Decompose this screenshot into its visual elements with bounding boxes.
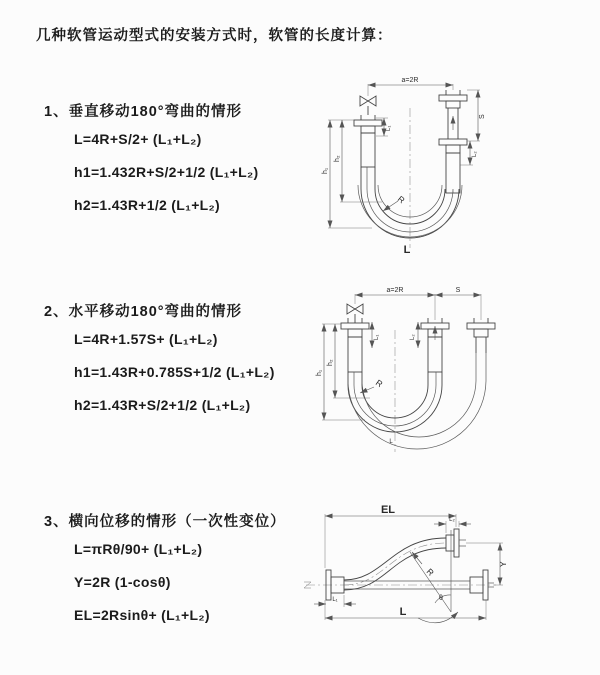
section-1-heading: 1、垂直移动180°弯曲的情形 [44,104,243,120]
left-connector [354,96,382,167]
section-2 [44,303,275,414]
flange [439,139,467,145]
middle-connector [421,318,449,372]
dim-label-l2: L₂ [410,334,416,340]
dim-label-l1: L₁ [386,125,392,131]
formula-line: L=4R+1.57S+ (L₁+L₂) [74,331,218,347]
dim-end-connector [434,517,471,533]
flange [467,323,495,329]
formula-line: L=4R+S/2+ (L₁+L₂) [74,131,202,147]
dim-label-length: L [399,606,407,618]
dim-label-radius: R [395,193,407,206]
left-connector [341,304,369,372]
dim-width-top [368,77,453,96]
flange [454,529,459,557]
section-1-formulas [44,130,259,214]
dim-label-y: Y [498,561,508,567]
dim-label-a2r: a=2R [386,287,404,294]
braided-hose-end [348,337,362,372]
dim-label-h2: h₂ [334,155,341,162]
dim-label-s: S [479,114,486,119]
section-1 [44,103,259,214]
hose-displaced-arcs [348,353,486,449]
formula-line: Y=2R (1-cosθ) [74,574,171,590]
dim-heights-left [322,120,382,228]
dim-label-h2: h₂ [327,359,334,366]
flange [439,95,467,101]
dim-y [466,543,508,585]
valve-icon [355,304,363,314]
formula-line: L=πRθ/90+ (L₁+L₂) [74,541,203,557]
dim-label-length: L [389,439,393,445]
valve-icon [347,304,355,314]
formula-line: EL=2Rsinθ+ (L₁+L₂) [74,607,210,623]
dim-start-connector [314,595,356,607]
diagram-vertical-180-bend [310,70,600,260]
flange [341,323,369,329]
section-2-formulas [44,330,275,414]
formula-line: h2=1.43R+1/2 (L₁+L₂) [74,197,221,213]
flange [354,120,382,126]
displaced-connector [467,318,495,353]
radius-callout [360,377,385,393]
dim-l [325,600,486,620]
braided-hose-end [446,153,460,193]
braided-hose-end [361,133,375,167]
dim-label-a2r: a=2R [401,77,419,84]
formula-line: h1=1.43R+0.785S+1/2 (L₁+L₂) [74,364,275,380]
swing-arrow [418,612,458,623]
formula-line: h1=1.432R+S/2+1/2 (L₁+L₂) [74,164,259,180]
section-2-heading: 2、水平移动180°弯曲的情形 [44,304,243,320]
radius-callout [383,194,407,211]
dim-label-el: EL [380,504,396,516]
valve-icon [368,96,376,106]
right-connector [439,90,467,193]
valve-icon [360,96,368,106]
dim-label-h1: h₁ [316,369,323,376]
formula-line: h2=1.43R+S/2+1/2 (L₁+L₂) [74,397,251,413]
angle-construction [410,530,458,623]
dim-label-l2: L₂ [472,151,478,157]
section-3-formulas [44,540,286,624]
dim-left-connector [376,118,392,136]
dim-label-l1: L₁ [332,597,338,603]
page-title: 几种软管运动型式的安装方式时，软管的长度计算： [36,28,393,44]
dim-label-l2: L₂ [449,517,455,523]
dim-label-radius: R [424,566,436,578]
dim-label-length: L [403,244,411,256]
section-3-heading: 3、横向位移的情形（一次性变位） [44,514,286,530]
section-3 [44,513,286,624]
dim-width-top [355,287,481,320]
dim-label-h1: h₁ [322,167,329,174]
dim-label-theta: θ [439,595,443,602]
dim-label-radius: R [373,377,385,390]
braided-hose-end [428,337,442,372]
dim-label-l1: L₁ [374,334,380,340]
diagram-horizontal-180-bend [310,280,600,465]
dim-label-s: S [455,287,461,294]
diagram-lateral-displacement [300,500,600,660]
